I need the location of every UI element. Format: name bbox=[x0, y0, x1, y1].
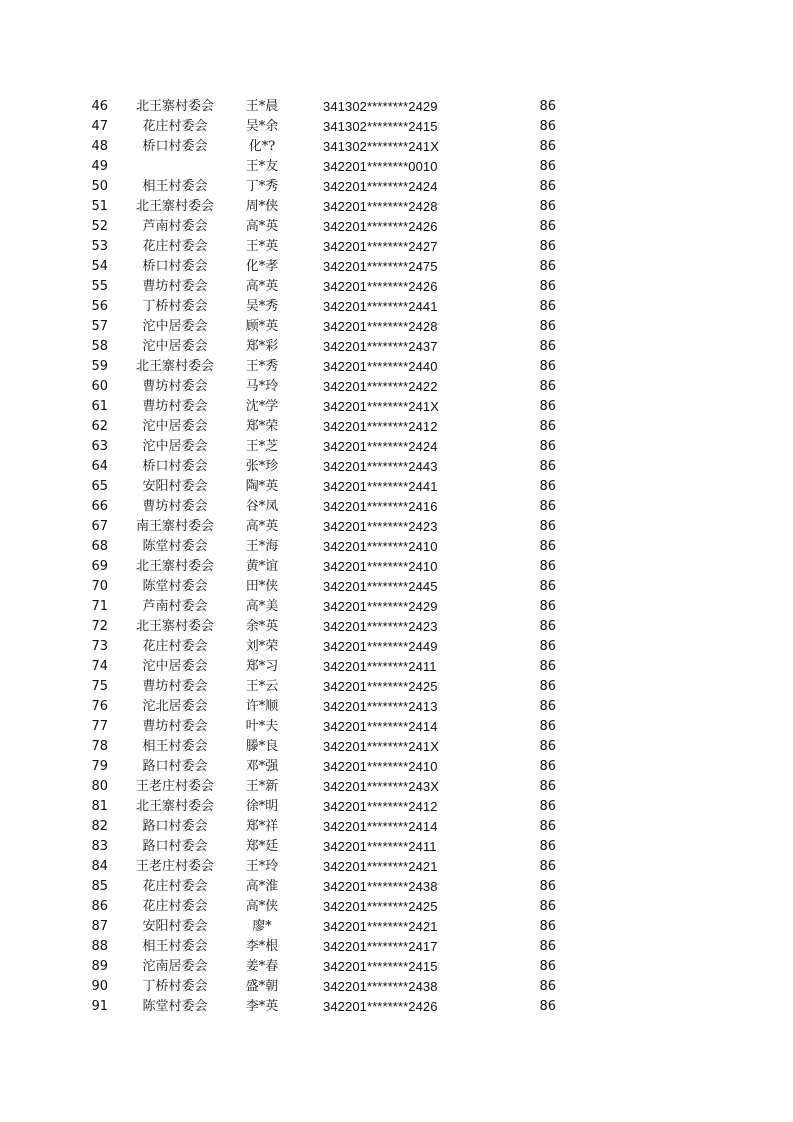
village-committee: 桥口村委会 bbox=[142, 459, 208, 474]
table-row bbox=[0, 237, 793, 257]
village-committee: 曹坊村委会 bbox=[142, 499, 208, 514]
village-committee: 相王村委会 bbox=[142, 739, 208, 754]
table-row bbox=[0, 257, 793, 277]
row-number: 82 bbox=[91, 819, 108, 834]
person-name: 化*? bbox=[248, 139, 276, 154]
table-row bbox=[0, 617, 793, 637]
id-number: 342201********2413 bbox=[323, 699, 438, 714]
person-name: 王*英 bbox=[245, 239, 279, 254]
amount-value: 86 bbox=[539, 919, 556, 934]
table-row bbox=[0, 837, 793, 857]
village-committee: 陈堂村委会 bbox=[142, 999, 208, 1014]
row-number: 74 bbox=[91, 659, 108, 674]
table-row bbox=[0, 497, 793, 517]
table-row bbox=[0, 277, 793, 297]
roster-table bbox=[0, 97, 793, 1017]
village-committee: 王老庄村委会 bbox=[135, 779, 214, 794]
amount-value: 86 bbox=[539, 659, 556, 674]
table-row bbox=[0, 317, 793, 337]
amount-value: 86 bbox=[539, 219, 556, 234]
id-number: 342201********2410 bbox=[323, 559, 438, 574]
id-number: 342201********2426 bbox=[323, 999, 438, 1014]
id-number: 342201********2421 bbox=[323, 919, 438, 934]
amount-value: 86 bbox=[539, 479, 556, 494]
village-committee: 曹坊村委会 bbox=[142, 679, 208, 694]
id-number: 342201********2416 bbox=[323, 499, 438, 514]
amount-value: 86 bbox=[539, 199, 556, 214]
table-row bbox=[0, 877, 793, 897]
table-row bbox=[0, 917, 793, 937]
amount-value: 86 bbox=[539, 979, 556, 994]
table-row bbox=[0, 937, 793, 957]
row-number: 77 bbox=[91, 719, 108, 734]
table-row bbox=[0, 557, 793, 577]
person-name: 王*晨 bbox=[245, 99, 279, 114]
id-number: 342201********2426 bbox=[323, 279, 438, 294]
id-number: 342201********2429 bbox=[323, 599, 438, 614]
person-name: 沈*学 bbox=[245, 399, 279, 414]
row-number: 84 bbox=[91, 859, 108, 874]
amount-value: 86 bbox=[539, 99, 556, 114]
amount-value: 86 bbox=[539, 599, 556, 614]
id-number: 341302********241X bbox=[323, 139, 440, 154]
amount-value: 86 bbox=[539, 679, 556, 694]
table-row bbox=[0, 457, 793, 477]
amount-value: 86 bbox=[539, 759, 556, 774]
table-row bbox=[0, 677, 793, 697]
amount-value: 86 bbox=[539, 459, 556, 474]
row-number: 88 bbox=[91, 939, 108, 954]
table-row bbox=[0, 797, 793, 817]
id-number: 342201********2441 bbox=[323, 299, 438, 314]
person-name: 徐*明 bbox=[245, 799, 279, 814]
amount-value: 86 bbox=[539, 959, 556, 974]
village-committee: 花庄村委会 bbox=[142, 899, 208, 914]
amount-value: 86 bbox=[539, 559, 556, 574]
amount-value: 86 bbox=[539, 799, 556, 814]
id-number: 342201********2440 bbox=[323, 359, 438, 374]
table-row bbox=[0, 97, 793, 117]
id-number: 342201********241X bbox=[323, 739, 440, 754]
person-name: 马*玲 bbox=[245, 379, 279, 394]
table-row bbox=[0, 337, 793, 357]
id-number: 342201********2411 bbox=[323, 839, 437, 854]
village-committee: 桥口村委会 bbox=[142, 259, 208, 274]
id-number: 342201********2449 bbox=[323, 639, 438, 654]
id-number: 342201********2414 bbox=[323, 819, 438, 834]
id-number: 342201********2424 bbox=[323, 439, 438, 454]
amount-value: 86 bbox=[539, 579, 556, 594]
person-name: 田*侠 bbox=[245, 579, 279, 594]
table-row bbox=[0, 517, 793, 537]
person-name: 吴*秀 bbox=[245, 299, 279, 314]
person-name: 王*玲 bbox=[245, 859, 279, 874]
village-committee: 王老庄村委会 bbox=[135, 859, 214, 874]
person-name: 叶*夫 bbox=[245, 719, 279, 734]
village-committee: 北王寨村委会 bbox=[135, 559, 214, 574]
row-number: 53 bbox=[91, 239, 108, 254]
amount-value: 86 bbox=[539, 699, 556, 714]
person-name: 许*顺 bbox=[245, 699, 279, 714]
row-number: 79 bbox=[91, 759, 108, 774]
person-name: 周*侠 bbox=[245, 199, 279, 214]
row-number: 51 bbox=[91, 199, 108, 214]
person-name: 郑*彩 bbox=[245, 339, 279, 354]
village-committee: 安阳村委会 bbox=[142, 919, 208, 934]
table-row bbox=[0, 597, 793, 617]
table-row bbox=[0, 397, 793, 417]
row-number: 72 bbox=[91, 619, 108, 634]
table-row bbox=[0, 117, 793, 137]
amount-value: 86 bbox=[539, 179, 556, 194]
person-name: 王*秀 bbox=[245, 359, 279, 374]
table-row bbox=[0, 197, 793, 217]
id-number: 342201********2423 bbox=[323, 619, 438, 634]
person-name: 王*云 bbox=[245, 679, 279, 694]
table-row bbox=[0, 657, 793, 677]
row-number: 56 bbox=[91, 299, 108, 314]
id-number: 342201********2428 bbox=[323, 199, 438, 214]
row-number: 55 bbox=[91, 279, 108, 294]
table-row bbox=[0, 577, 793, 597]
person-name: 姜*春 bbox=[245, 959, 279, 974]
id-number: 342201********2475 bbox=[323, 259, 438, 274]
table-row bbox=[0, 757, 793, 777]
amount-value: 86 bbox=[539, 899, 556, 914]
amount-value: 86 bbox=[539, 999, 556, 1014]
id-number: 342201********241X bbox=[323, 399, 440, 414]
person-name: 张*珍 bbox=[245, 459, 279, 474]
row-number: 64 bbox=[91, 459, 108, 474]
id-number: 342201********2438 bbox=[323, 879, 438, 894]
id-number: 342201********2412 bbox=[323, 799, 438, 814]
row-number: 58 bbox=[91, 339, 108, 354]
table-row bbox=[0, 697, 793, 717]
amount-value: 86 bbox=[539, 159, 556, 174]
person-name: 刘*荣 bbox=[245, 639, 279, 654]
village-committee: 沱南居委会 bbox=[142, 959, 208, 974]
amount-value: 86 bbox=[539, 239, 556, 254]
amount-value: 86 bbox=[539, 539, 556, 554]
table-row bbox=[0, 377, 793, 397]
village-committee: 花庄村委会 bbox=[142, 879, 208, 894]
amount-value: 86 bbox=[539, 859, 556, 874]
row-number: 78 bbox=[91, 739, 108, 754]
village-committee: 陈堂村委会 bbox=[142, 539, 208, 554]
table-row bbox=[0, 357, 793, 377]
table-row bbox=[0, 777, 793, 797]
village-committee: 北王寨村委会 bbox=[135, 799, 214, 814]
amount-value: 86 bbox=[539, 339, 556, 354]
table-row bbox=[0, 177, 793, 197]
amount-value: 86 bbox=[539, 419, 556, 434]
village-committee: 路口村委会 bbox=[142, 759, 208, 774]
village-committee: 沱北居委会 bbox=[142, 699, 208, 714]
village-committee: 曹坊村委会 bbox=[142, 279, 208, 294]
id-number: 342201********2410 bbox=[323, 759, 438, 774]
row-number: 80 bbox=[91, 779, 108, 794]
row-number: 70 bbox=[91, 579, 108, 594]
row-number: 62 bbox=[91, 419, 108, 434]
row-number: 65 bbox=[91, 479, 108, 494]
table-row bbox=[0, 817, 793, 837]
row-number: 75 bbox=[91, 679, 108, 694]
person-name: 邓*强 bbox=[245, 759, 279, 774]
amount-value: 86 bbox=[539, 379, 556, 394]
person-name: 王*芝 bbox=[245, 439, 279, 454]
person-name: 化*孝 bbox=[245, 259, 279, 274]
id-number: 342201********2415 bbox=[323, 959, 438, 974]
row-number: 67 bbox=[91, 519, 108, 534]
row-number: 87 bbox=[91, 919, 108, 934]
row-number: 81 bbox=[91, 799, 108, 814]
village-committee: 花庄村委会 bbox=[142, 639, 208, 654]
village-committee: 陈堂村委会 bbox=[142, 579, 208, 594]
id-number: 342201********2414 bbox=[323, 719, 438, 734]
table-row bbox=[0, 137, 793, 157]
table-row bbox=[0, 537, 793, 557]
id-number: 342201********2424 bbox=[323, 179, 438, 194]
table-row bbox=[0, 857, 793, 877]
row-number: 60 bbox=[91, 379, 108, 394]
village-committee: 北王寨村委会 bbox=[135, 99, 214, 114]
table-row bbox=[0, 417, 793, 437]
id-number: 342201********2421 bbox=[323, 859, 438, 874]
amount-value: 86 bbox=[539, 619, 556, 634]
person-name: 高*侠 bbox=[245, 899, 279, 914]
id-number: 342201********2437 bbox=[323, 339, 438, 354]
table-row bbox=[0, 957, 793, 977]
person-name: 丁*秀 bbox=[245, 179, 279, 194]
village-committee: 相王村委会 bbox=[142, 179, 208, 194]
village-committee: 南王寨村委会 bbox=[135, 519, 214, 534]
amount-value: 86 bbox=[539, 499, 556, 514]
person-name: 王*新 bbox=[245, 779, 279, 794]
row-number: 68 bbox=[91, 539, 108, 554]
person-name: 黄*谊 bbox=[245, 559, 279, 574]
village-committee: 相王村委会 bbox=[142, 939, 208, 954]
village-committee: 安阳村委会 bbox=[142, 479, 208, 494]
row-number: 63 bbox=[91, 439, 108, 454]
village-committee: 沱中居委会 bbox=[142, 339, 208, 354]
person-name: 高*英 bbox=[245, 519, 279, 534]
id-number: 342201********2427 bbox=[323, 239, 438, 254]
id-number: 342201********2441 bbox=[323, 479, 438, 494]
village-committee: 北王寨村委会 bbox=[135, 359, 214, 374]
village-committee: 桥口村委会 bbox=[142, 139, 208, 154]
amount-value: 86 bbox=[539, 279, 556, 294]
id-number: 342201********2425 bbox=[323, 899, 438, 914]
village-committee: 曹坊村委会 bbox=[142, 399, 208, 414]
person-name: 李*英 bbox=[245, 999, 279, 1014]
person-name: 陶*英 bbox=[245, 479, 279, 494]
amount-value: 86 bbox=[539, 819, 556, 834]
village-committee: 曹坊村委会 bbox=[142, 379, 208, 394]
table-row bbox=[0, 977, 793, 997]
id-number: 342201********2438 bbox=[323, 979, 438, 994]
id-number: 342201********2443 bbox=[323, 459, 438, 474]
person-name: 郑*廷 bbox=[245, 839, 279, 854]
amount-value: 86 bbox=[539, 939, 556, 954]
person-name: 顾*英 bbox=[245, 319, 279, 334]
person-name: 郑*祥 bbox=[245, 819, 279, 834]
table-row bbox=[0, 437, 793, 457]
amount-value: 86 bbox=[539, 119, 556, 134]
village-committee: 沱中居委会 bbox=[142, 319, 208, 334]
amount-value: 86 bbox=[539, 439, 556, 454]
id-number: 342201********2425 bbox=[323, 679, 438, 694]
amount-value: 86 bbox=[539, 139, 556, 154]
row-number: 66 bbox=[91, 499, 108, 514]
person-name: 高*美 bbox=[245, 599, 279, 614]
amount-value: 86 bbox=[539, 319, 556, 334]
amount-value: 86 bbox=[539, 299, 556, 314]
row-number: 49 bbox=[91, 159, 108, 174]
village-committee: 沱中居委会 bbox=[142, 419, 208, 434]
id-number: 342201********2417 bbox=[323, 939, 438, 954]
person-name: 李*根 bbox=[245, 939, 279, 954]
person-name: 廖* bbox=[252, 919, 272, 934]
amount-value: 86 bbox=[539, 359, 556, 374]
table-row bbox=[0, 297, 793, 317]
table-row bbox=[0, 477, 793, 497]
id-number: 342201********2426 bbox=[323, 219, 438, 234]
village-committee: 丁桥村委会 bbox=[142, 979, 208, 994]
row-number: 76 bbox=[91, 699, 108, 714]
person-name: 余*英 bbox=[245, 619, 279, 634]
village-committee: 北王寨村委会 bbox=[135, 199, 214, 214]
amount-value: 86 bbox=[539, 399, 556, 414]
village-committee: 丁桥村委会 bbox=[142, 299, 208, 314]
table-row bbox=[0, 637, 793, 657]
id-number: 341302********2415 bbox=[323, 119, 438, 134]
table-row bbox=[0, 897, 793, 917]
table-row bbox=[0, 217, 793, 237]
row-number: 59 bbox=[91, 359, 108, 374]
row-number: 86 bbox=[91, 899, 108, 914]
row-number: 48 bbox=[91, 139, 108, 154]
person-name: 高*淮 bbox=[245, 879, 279, 894]
row-number: 46 bbox=[91, 99, 108, 114]
row-number: 90 bbox=[91, 979, 108, 994]
id-number: 342201********2445 bbox=[323, 579, 438, 594]
table-row bbox=[0, 737, 793, 757]
village-committee: 路口村委会 bbox=[142, 839, 208, 854]
person-name: 盛*朝 bbox=[245, 979, 279, 994]
person-name: 吴*余 bbox=[245, 119, 279, 134]
id-number: 342201********2411 bbox=[323, 659, 437, 674]
person-name: 郑*荣 bbox=[245, 419, 279, 434]
table-row bbox=[0, 997, 793, 1017]
amount-value: 86 bbox=[539, 779, 556, 794]
amount-value: 86 bbox=[539, 839, 556, 854]
row-number: 71 bbox=[91, 599, 108, 614]
person-name: 高*英 bbox=[245, 219, 279, 234]
row-number: 85 bbox=[91, 879, 108, 894]
id-number: 342201********2412 bbox=[323, 419, 438, 434]
amount-value: 86 bbox=[539, 639, 556, 654]
amount-value: 86 bbox=[539, 719, 556, 734]
table-row bbox=[0, 717, 793, 737]
row-number: 69 bbox=[91, 559, 108, 574]
amount-value: 86 bbox=[539, 739, 556, 754]
row-number: 52 bbox=[91, 219, 108, 234]
amount-value: 86 bbox=[539, 879, 556, 894]
id-number: 342201********2423 bbox=[323, 519, 438, 534]
village-committee: 沱中居委会 bbox=[142, 439, 208, 454]
id-number: 342201********2410 bbox=[323, 539, 438, 554]
id-number: 342201********2422 bbox=[323, 379, 438, 394]
person-name: 滕*良 bbox=[245, 739, 279, 754]
row-number: 54 bbox=[91, 259, 108, 274]
village-committee: 沱中居委会 bbox=[142, 659, 208, 674]
village-committee: 曹坊村委会 bbox=[142, 719, 208, 734]
person-name: 郑*习 bbox=[245, 659, 279, 674]
row-number: 61 bbox=[91, 399, 108, 414]
row-number: 73 bbox=[91, 639, 108, 654]
id-number: 341302********2429 bbox=[323, 99, 438, 114]
id-number: 342201********243X bbox=[323, 779, 440, 794]
village-committee: 花庄村委会 bbox=[142, 239, 208, 254]
village-committee: 花庄村委会 bbox=[142, 119, 208, 134]
id-number: 342201********0010 bbox=[323, 159, 438, 174]
id-number: 342201********2428 bbox=[323, 319, 438, 334]
person-name: 王*海 bbox=[245, 539, 279, 554]
person-name: 谷*凤 bbox=[245, 499, 279, 514]
village-committee: 芦南村委会 bbox=[142, 219, 208, 234]
row-number: 57 bbox=[91, 319, 108, 334]
table-row bbox=[0, 157, 793, 177]
row-number: 91 bbox=[91, 999, 108, 1014]
amount-value: 86 bbox=[539, 519, 556, 534]
row-number: 47 bbox=[91, 119, 108, 134]
village-committee: 北王寨村委会 bbox=[135, 619, 214, 634]
amount-value: 86 bbox=[539, 259, 556, 274]
village-committee: 芦南村委会 bbox=[142, 599, 208, 614]
row-number: 50 bbox=[91, 179, 108, 194]
person-name: 王*友 bbox=[245, 159, 279, 174]
person-name: 高*英 bbox=[245, 279, 279, 294]
row-number: 89 bbox=[91, 959, 108, 974]
village-committee: 路口村委会 bbox=[142, 819, 208, 834]
row-number: 83 bbox=[91, 839, 108, 854]
